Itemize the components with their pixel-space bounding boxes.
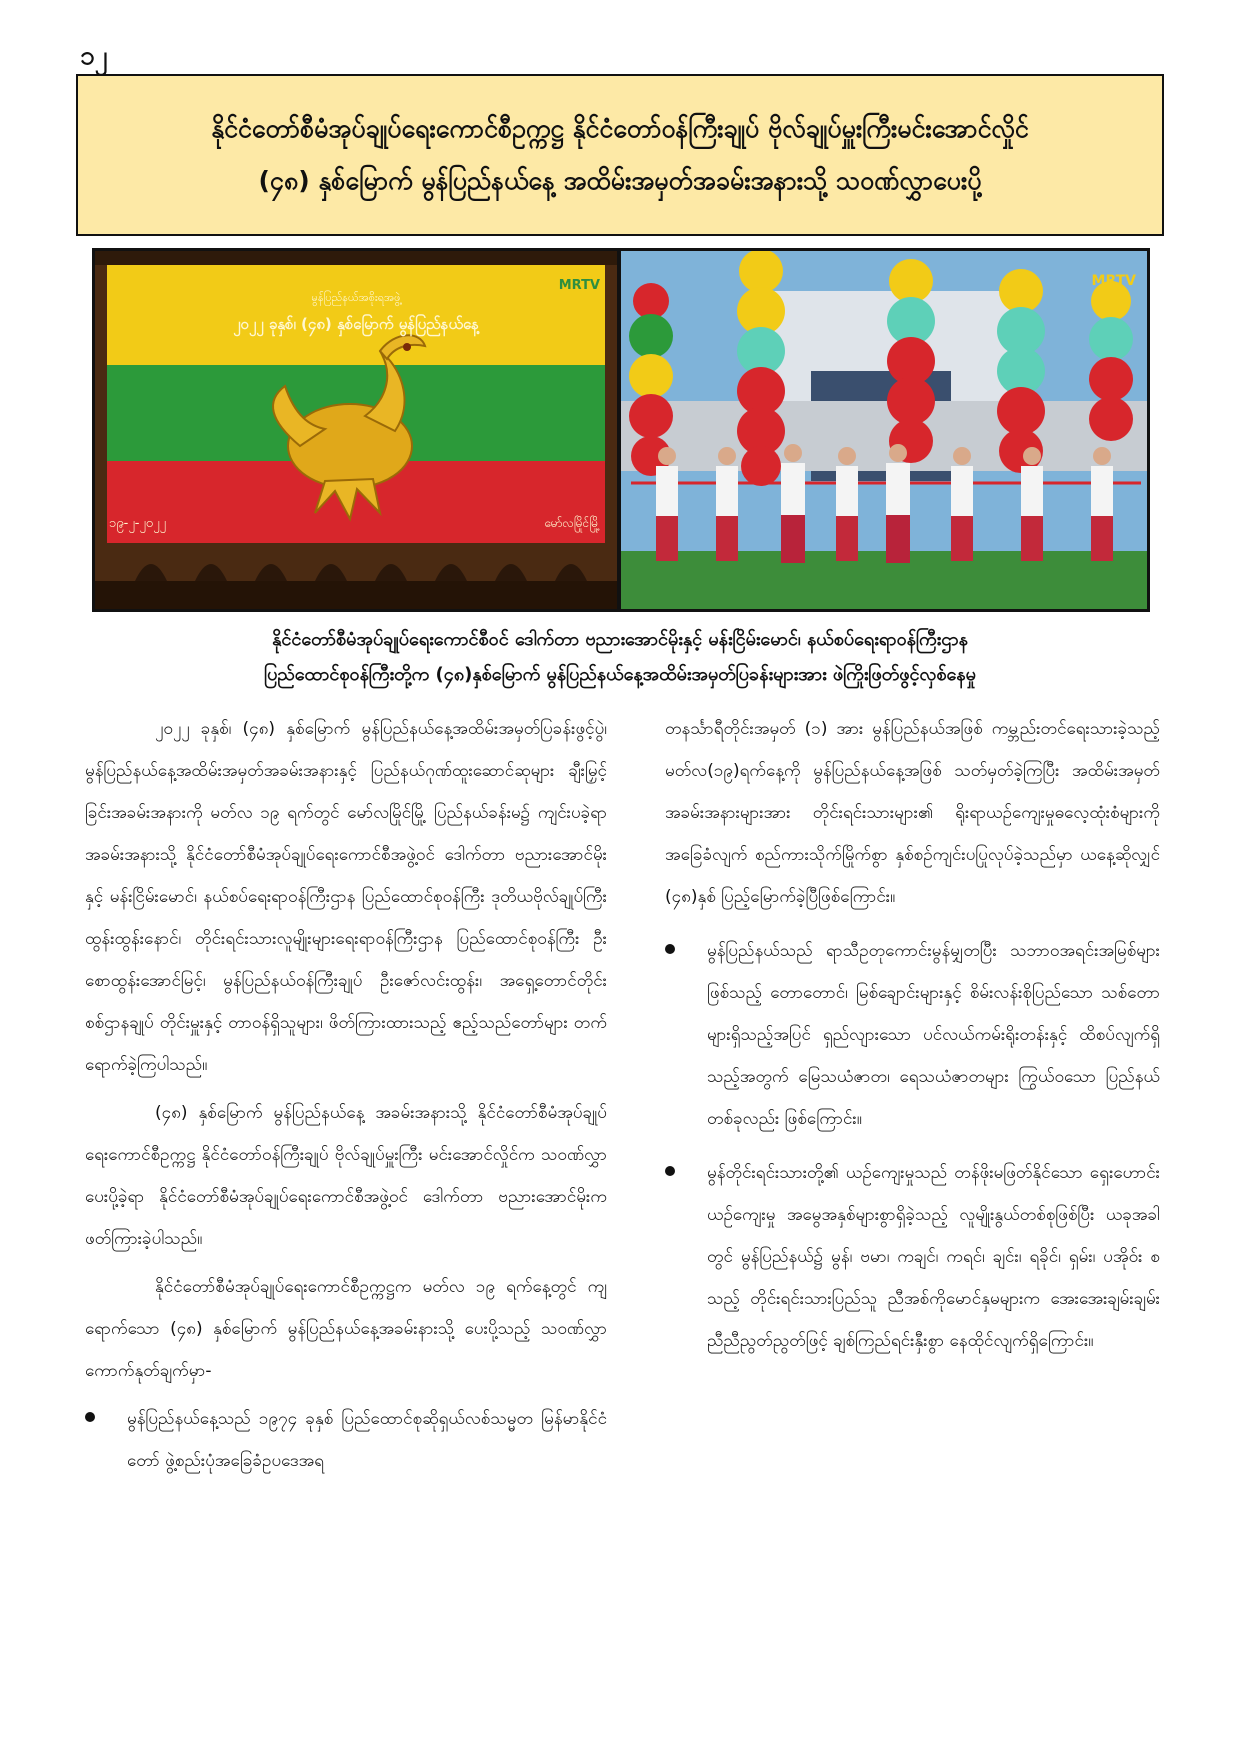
bullet-text-2: မွန်ပြည်နယ်သည် ရာသီဥတုကောင်းမွန်မျှတပြီး သဘာဝအရင်းအမြစ်များဖြစ်သည့် တောတောင်၊ မြစ်ချောင်းများနှင့် စိမ်းလန်းစိုပြည်သော သစ်တောများရှိသည့်အပြင် ရှည်လျားသော ပင်လယ်ကမ်းရိုးတန်းနှင့် ထိစပ်လျက်ရှိသည့်အတွက် မြေသယံဇာတ၊ ရေသယံဇာတများ ကြွယ်ဝသော ပြည်နယ်တစ်ခုလည်း ဖြစ်ကြောင်း။ xyxy=(707,941,1160,1129)
bullet-dot-icon xyxy=(85,1412,95,1422)
bullet-item-1 xyxy=(85,1398,607,1482)
bullet-dot-icon xyxy=(665,944,675,954)
page-number: ၁၂ xyxy=(80,41,108,71)
body-column-right xyxy=(665,708,1160,1374)
photo-ceremony-stage xyxy=(92,248,620,612)
ribbon-cutting-image xyxy=(621,251,1147,609)
balloon-column-3 xyxy=(887,259,935,463)
banner-line-2: ၂၀၂၂ ခုနှစ်၊ (၄၈) နှစ်မြောက် မွန်ပြည်နယ်နေ့ xyxy=(233,315,479,333)
bullet-item-2 xyxy=(665,930,1160,1140)
paragraph-2: (၄၈) နှစ်မြောက် မွန်ပြည်နယ်နေ့ အခမ်းအနားသို့ နိုင်ငံတော်စီမံအုပ်ချုပ်ရေးကောင်စီဥက္ကဋ္ဌ နိုင်ငံတော်ဝန်ကြီးချုပ် ဗိုလ်ချုပ်မှူးကြီး မင်းအောင်လှိုင်က သဝဏ်လွှာ ပေးပို့ခဲ့ရာ နိုင်ငံတော်စီမံအုပ်ချုပ်ရေးကောင်စီအဖွဲ့ဝင် ဒေါက်တာ ဗညားအောင်မိုးက ဖတ်ကြားခဲ့ပါသည်။ xyxy=(85,1103,607,1249)
mrtv-watermark-right: MRTV xyxy=(1091,273,1136,289)
photo-caption xyxy=(60,622,1180,692)
balloon-column-4 xyxy=(997,269,1045,473)
bullet-text-3: မွန်တိုင်းရင်းသားတို့၏ ယဉ်ကျေးမှုသည် တန်ဖိုးမဖြတ်နိုင်သော ရှေးဟောင်းယဉ်ကျေးမှု အမွေအနှစ်များစွာရှိခဲ့သည့် လူမျိုးနွယ်တစ်စုဖြစ်ပြီး ယခုအခါတွင် မွန်ပြည်နယ်၌ မွန်၊ ဗမာ၊ ကချင်၊ ကရင်၊ ချင်း၊ ရခိုင်၊ ရှမ်း၊ ပအိုဝ်း စသည့် တိုင်းရင်းသားပြည်သူ ညီအစ်ကိုမောင်နှမများက အေးအေးချမ်းချမ်း ညီညီညွတ်ညွတ်ဖြင့် ချစ်ကြည်ရင်းနှီးစွာ နေထိုင်လျက်ရှိကြောင်း။ xyxy=(707,1163,1160,1351)
stage-flag-image xyxy=(95,251,617,609)
bullet-1-continuation: တနင်္သာရီတိုင်းအမှတ် (၁) အား မွန်ပြည်နယ်အဖြစ် ကမ္ဘည်းတင်ရေးသားခဲ့သည့် မတ်လ(၁၉)ရက်နေ့ကို မွန်ပြည်နယ်နေ့အဖြစ် သတ်မှတ်ခဲ့ကြပြီး အထိမ်းအမှတ်အခမ်းအနားများအား တိုင်းရင်းသားများ၏ ရိုးရာယဉ်ကျေးမှုဓလေ့ထုံးစံများကို အခြေခံလျက် စည်ကားသိုက်မြိုက်စွာ နှစ်စဉ်ကျင်းပပြုလုပ်ခဲ့သည်မှာ ယနေ့ဆိုလျှင် (၄၈)နှစ် ပြည့်မြောက်ခဲ့ပြီဖြစ်ကြောင်း။ xyxy=(665,719,1160,907)
mrtv-watermark-left: MRTV xyxy=(558,278,600,293)
bullet-text-1: မွန်ပြည်နယ်နေ့သည် ၁၉၇၄ ခုနှစ် ပြည်ထောင်စုဆိုရှယ်လစ်သမ္မတ မြန်မာနိုင်ငံတော် ဖွဲ့စည်းပုံအခြေခံဥပဒေအရ xyxy=(127,1409,607,1471)
title-line-1: နိုင်ငံတော်စီမံအုပ်ချုပ်ရေးကောင်စီဥက္ကဋ္ဌ နိုင်ငံတော်ဝန်ကြီးချုပ် ဗိုလ်ချုပ်မှူးကြီးမင်းအောင်လှိုင် xyxy=(211,114,1029,143)
caption-line-2: ပြည်ထောင်စုဝန်ကြီးတို့က (၄၈)နှစ်မြောက် မွန်ပြည်နယ်နေ့အထိမ်းအမှတ်ပြခန်းများအား ဖဲကြိုးဖြတ်ဖွင့်လှစ်နေမှု xyxy=(264,664,976,685)
banner-date: ၁၉-၂-၂၀၂၂ xyxy=(109,516,166,531)
body-column-left xyxy=(85,708,607,1494)
caption-line-1: နိုင်ငံတော်စီမံအုပ်ချုပ်ရေးကောင်စီဝင် ဒေါက်တာ ဗညားအောင်မိုးနှင့် မန်းငြိမ်းမောင်၊ နယ်စပ်ရေးရာဝန်ကြီးဌာန xyxy=(272,629,968,650)
title-line-2: (၄၈) နှစ်မြောက် မွန်ပြည်နယ်နေ့ အထိမ်းအမှတ်အခမ်းအနားသို့ သဝဏ်လွှာပေးပို့ xyxy=(258,166,982,195)
bullet-dot-icon xyxy=(665,1166,675,1176)
article-title xyxy=(76,74,1164,236)
paragraph-1: ၂၀၂၂ ခုနှစ်၊ (၄၈) နှစ်မြောက် မွန်ပြည်နယ်နေ့အထိမ်းအမှတ်ပြခန်းဖွင့်ပွဲ၊ မွန်ပြည်နယ်နေ့အထိမ်းအမှတ်အခမ်းအနားနှင့် ပြည်နယ်ဂုဏ်ထူးဆောင်ဆုများ ချီးမြှင့်ခြင်းအခမ်းအနားကို မတ်လ ၁၉ ရက်တွင် မော်လမြိုင်မြို့ ပြည်နယ်ခန်းမ၌ ကျင်းပခဲ့ရာ အခမ်းအနားသို့ နိုင်ငံတော်စီမံအုပ်ချုပ်ရေးကောင်စီအဖွဲ့ဝင် ဒေါက်တာ ဗညားအောင်မိုးနှင့် မန်းငြိမ်းမောင်၊ နယ်စပ်ရေးရာဝန်ကြီးဌာန ပြည်ထောင်စုဝန်ကြီး ဒုတိယဗိုလ်ချုပ်ကြီး ထွန်းထွန်းနောင်၊ တိုင်းရင်းသားလူမျိုးများရေးရာဝန်ကြီးဌာန ပြည်ထောင်စုဝန်ကြီး ဦးစောထွန်းအောင်မြင့်၊ မွန်ပြည်နယ်ဝန်ကြီးချုပ် ဦးဇော်လင်းထွန်း၊ အရှေ့တောင်တိုင်းစစ်ဌာနချုပ် တိုင်းမှူးနှင့် တာဝန်ရှိသူများ၊ ဖိတ်ကြားထားသည့် ဧည့်သည်တော်များ တက်ရောက်ခဲ့ကြပါသည်။ xyxy=(85,719,607,1075)
banner-line-1: မွန်ပြည်နယ်အစိုးရအဖွဲ့ xyxy=(311,291,401,304)
paragraph-3: နိုင်ငံတော်စီမံအုပ်ချုပ်ရေးကောင်စီဥက္ကဋ္ဌက မတ်လ ၁၉ ရက်နေ့တွင် ကျရောက်သော (၄၈) နှစ်မြောက် မွန်ပြည်နယ်နေ့အခမ်းနားသို့ ပေးပို့သည့် သဝဏ်လွှာကောက်နုတ်ချက်မှာ- xyxy=(85,1277,607,1381)
bullet-item-3 xyxy=(665,1152,1160,1362)
banner-place: မော်လမြိုင်မြို့ xyxy=(544,516,600,530)
photo-ribbon-cutting xyxy=(618,248,1150,612)
